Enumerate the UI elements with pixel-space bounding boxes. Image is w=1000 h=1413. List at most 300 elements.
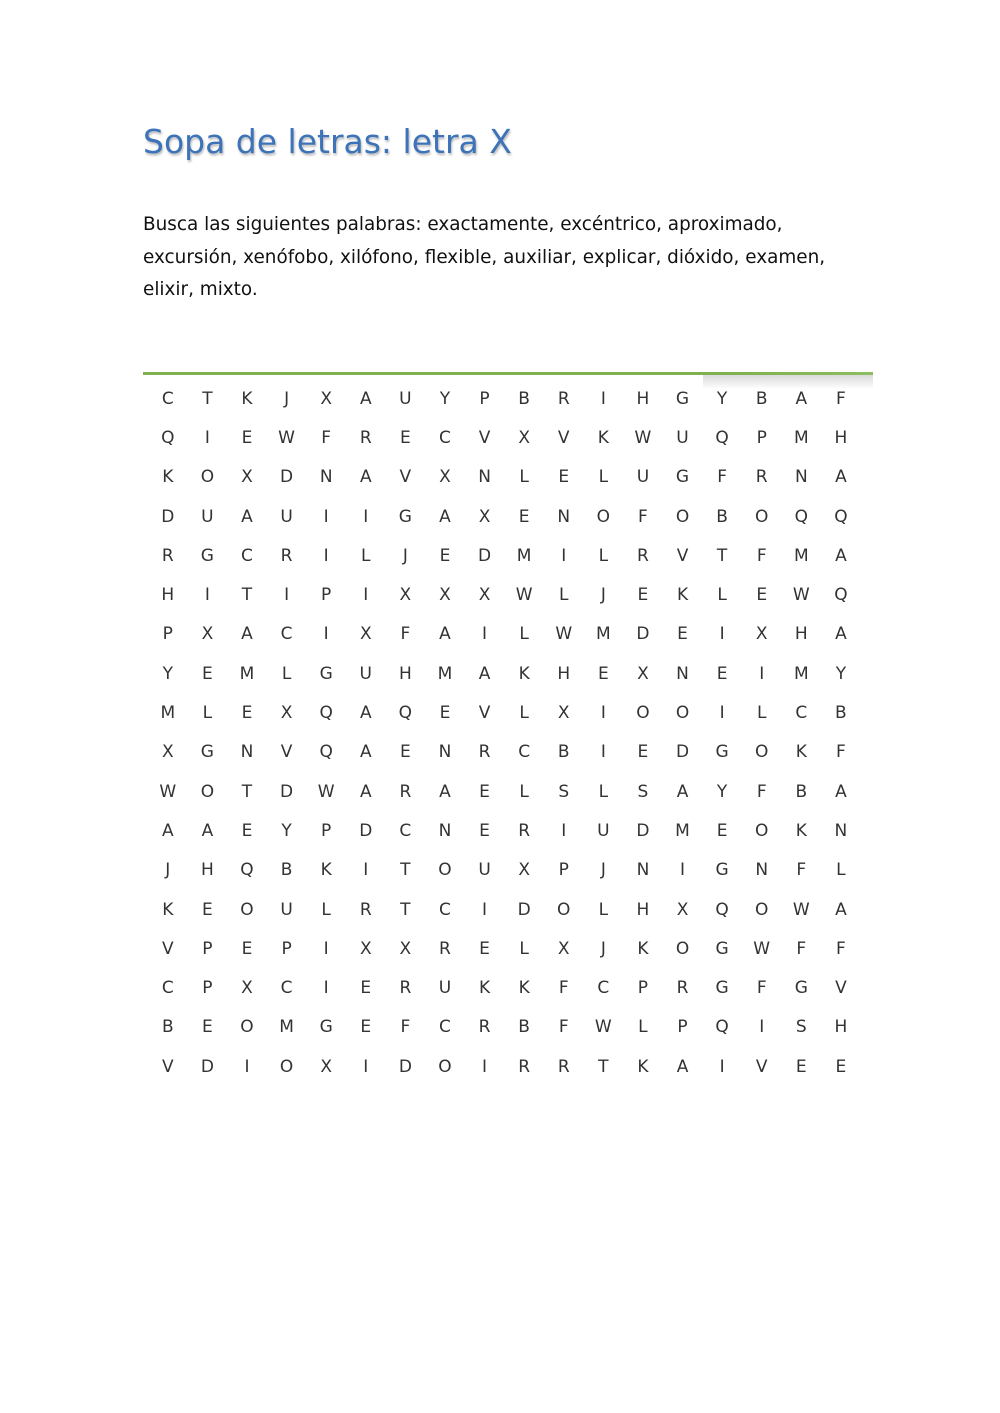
grid-letter: H [398, 663, 412, 684]
grid-letter: D [280, 781, 294, 802]
grid-letter: P [281, 938, 292, 959]
grid-letter: M [793, 663, 809, 684]
grid-letter: D [359, 820, 373, 841]
grid-letter: B [835, 703, 847, 724]
grid-letter: P [202, 938, 213, 959]
grid-letter: I [244, 1056, 250, 1077]
grid-letter: M [595, 624, 611, 645]
grid-letter: V [478, 703, 491, 724]
grid-letter: E [439, 545, 451, 566]
grid-letter: X [557, 938, 570, 959]
grid-letter: U [636, 467, 650, 488]
grid-letter: A [835, 545, 847, 566]
grid-letter: I [204, 427, 210, 448]
grid-letter: O [755, 820, 769, 841]
grid-letter: A [359, 742, 372, 763]
grid-letter: N [676, 663, 689, 684]
grid-letter: G [675, 467, 690, 488]
grid-letter: N [240, 742, 254, 763]
grid-letter: N [834, 820, 848, 841]
grid-letter: R [280, 545, 293, 566]
grid-letter: M [160, 703, 176, 724]
grid-letter: O [675, 703, 690, 724]
grid-letter: V [161, 938, 174, 959]
grid-letter: G [398, 506, 412, 527]
grid-letter: O [279, 1056, 294, 1077]
grid-letter: V [755, 1056, 768, 1077]
grid-letter: F [756, 781, 767, 802]
grid-letter: K [241, 388, 253, 409]
grid-letter: R [399, 978, 412, 999]
grid-letter: X [518, 860, 530, 881]
grid-letter: O [438, 860, 452, 881]
grid-letter: L [519, 781, 529, 802]
grid-letter: F [836, 388, 846, 409]
grid-letter: A [795, 388, 808, 409]
grid-letter: G [715, 978, 729, 999]
grid-letter: R [676, 978, 689, 999]
grid-letter: H [794, 624, 808, 645]
grid-letter: C [439, 427, 451, 448]
grid-letter: X [478, 506, 491, 527]
grid-letter: X [320, 388, 332, 409]
grid-letter: K [162, 899, 174, 920]
grid-letter: I [323, 624, 329, 645]
grid-letter: R [755, 467, 768, 488]
grid-letter: A [161, 820, 174, 841]
grid-letter: G [715, 860, 729, 881]
grid-letter: I [363, 585, 369, 606]
grid-letter: E [835, 1056, 847, 1077]
grid-letter: U [478, 860, 491, 881]
grid-letter: D [517, 899, 531, 920]
grid-letter: G [715, 938, 729, 959]
grid-letter: A [478, 663, 491, 684]
instructions-text: Busca las siguientes palabras: exactamente, excéntrico, aproximado, excursión, xenófobo, xilófono, flexible, auxiliar, explicar, dióxido, examen, elixir, mixto. [143, 214, 826, 300]
grid-letter: F [836, 742, 846, 763]
grid-letter: X [478, 585, 491, 606]
grid-letter: T [241, 585, 253, 606]
grid-letter: Q [715, 1017, 729, 1038]
grid-letter: D [478, 545, 492, 566]
grid-letter: K [518, 978, 530, 999]
grid-letter: E [241, 820, 253, 841]
grid-letter: L [598, 781, 609, 802]
grid-letter: X [320, 1056, 332, 1077]
grid-letter: J [600, 860, 606, 881]
grid-letter: W [634, 427, 652, 448]
grid-letter: Q [319, 703, 333, 724]
grid-letter: X [359, 624, 372, 645]
grid-letter: K [795, 820, 807, 841]
grid-letter: N [794, 467, 808, 488]
grid-letter: Q [715, 899, 729, 920]
grid-letter: I [323, 938, 329, 959]
grid-letter: W [792, 899, 810, 920]
grid-letter: E [241, 427, 253, 448]
grid-letter: X [399, 585, 412, 606]
grid-letter: L [519, 467, 529, 488]
grid-letter: Q [715, 427, 729, 448]
grid-letter: M [437, 663, 453, 684]
grid-letter: L [598, 899, 609, 920]
grid-letter: K [637, 938, 649, 959]
grid-letter: O [675, 506, 690, 527]
grid-letter: X [439, 467, 451, 488]
grid-letter: Y [716, 388, 728, 409]
grid-letter: N [438, 742, 452, 763]
grid-letter: I [363, 1056, 369, 1077]
grid-letter: H [834, 1017, 848, 1038]
grid-letter: X [518, 427, 530, 448]
grid-letter: B [557, 742, 570, 763]
grid-letter: C [399, 820, 412, 841]
grid-letter: I [482, 899, 488, 920]
grid-letter: X [439, 585, 451, 606]
grid-letter: F [796, 860, 807, 881]
grid-letter: B [518, 388, 530, 409]
grid-letter: N [438, 820, 452, 841]
grid-letter: E [399, 427, 411, 448]
grid-letter: D [675, 742, 690, 763]
grid-letter: V [557, 427, 570, 448]
grid-letter: S [795, 1017, 807, 1038]
grid-letter: N [636, 860, 650, 881]
grid-letter: I [600, 388, 606, 409]
grid-letter: F [638, 506, 648, 527]
grid-letter: R [359, 899, 372, 920]
grid-letter: F [558, 1017, 569, 1038]
grid-letter: T [400, 899, 411, 920]
grid-letter: V [399, 467, 412, 488]
grid-letter: O [557, 899, 571, 920]
grid-letter: G [200, 742, 214, 763]
grid-letter: O [200, 467, 215, 488]
grid-letter: Y [162, 663, 173, 684]
grid-letter: L [519, 938, 529, 959]
grid-letter: C [161, 388, 174, 409]
grid-letter: X [557, 703, 570, 724]
grid-letter: A [359, 388, 372, 409]
grid-letter: W [792, 585, 810, 606]
grid-letter: X [161, 742, 174, 763]
grid-letter: J [600, 585, 606, 606]
grid-letter: I [719, 624, 725, 645]
grid-letter: R [557, 388, 570, 409]
grid-letter: X [241, 978, 253, 999]
grid-letter: I [600, 742, 606, 763]
grid-letter: M [675, 820, 690, 841]
grid-letter: L [202, 703, 213, 724]
grid-letter: K [795, 742, 807, 763]
grid-letter: E [360, 978, 372, 999]
grid-letter: R [439, 938, 451, 959]
grid-letter: T [400, 860, 411, 881]
grid-letter: U [597, 820, 610, 841]
grid-letter: O [596, 506, 611, 527]
grid-letter: P [479, 388, 490, 409]
grid-letter: G [319, 1017, 333, 1038]
grid-letter: L [598, 545, 609, 566]
grid-letter: H [200, 860, 214, 881]
grid-letter: I [759, 1017, 765, 1038]
grid-letter: O [240, 899, 254, 920]
grid-letter: N [557, 506, 571, 527]
grid-letter: X [359, 938, 372, 959]
word-search-grid [148, 379, 861, 1086]
grid-letter: X [755, 624, 768, 645]
grid-letter: M [793, 545, 809, 566]
grid-letter: W [317, 781, 335, 802]
grid-letter: U [280, 506, 293, 527]
grid-letter: I [482, 624, 488, 645]
grid-letter: K [637, 1056, 649, 1077]
grid-letter: D [161, 506, 175, 527]
grid-letter: T [598, 1056, 609, 1077]
grid-letter: D [280, 467, 294, 488]
grid-letter: K [320, 860, 332, 881]
grid-letter: E [202, 1017, 213, 1038]
grid-letter: C [439, 1017, 451, 1038]
grid-letter: T [241, 781, 253, 802]
grid-letter: R [557, 1056, 570, 1077]
grid-letter: P [756, 427, 767, 448]
grid-letter: C [280, 624, 293, 645]
grid-letter: E [637, 742, 649, 763]
grid-letter: O [755, 742, 769, 763]
grid-letter: E [756, 585, 768, 606]
grid-letter: M [793, 427, 809, 448]
grid-letter: S [637, 781, 649, 802]
grid-letter: R [399, 781, 412, 802]
grid-letter: Y [281, 820, 292, 841]
grid-letter: V [676, 545, 689, 566]
grid-letter: M [279, 1017, 294, 1038]
grid-letter: O [240, 1017, 254, 1038]
grid-letter: H [636, 388, 650, 409]
grid-letter: I [719, 703, 725, 724]
grid-letter: A [835, 899, 847, 920]
grid-letter: W [753, 938, 771, 959]
grid-letter: J [402, 545, 408, 566]
grid-letter: L [281, 663, 292, 684]
grid-letter: U [359, 663, 372, 684]
grid-letter: U [399, 388, 412, 409]
grid-letter: T [716, 545, 728, 566]
grid-letter: H [557, 663, 571, 684]
grid-letter: X [637, 663, 649, 684]
grid-letter: O [200, 781, 215, 802]
grid-letter: X [280, 703, 293, 724]
grid-letter: V [835, 978, 847, 999]
grid-letter: I [323, 506, 329, 527]
grid-letter: E [558, 467, 570, 488]
grid-letter: F [756, 545, 767, 566]
grid-letter: O [755, 899, 769, 920]
grid-letter: P [321, 585, 332, 606]
grid-letter: I [759, 663, 765, 684]
grid-letter: V [161, 1056, 174, 1077]
grid-letter: J [165, 860, 171, 881]
grid-letter: D [636, 820, 650, 841]
grid-letter: N [755, 860, 769, 881]
grid-letter: E [241, 703, 253, 724]
grid-letter: C [280, 978, 293, 999]
grid-letter: U [280, 899, 293, 920]
grid-letter: G [715, 742, 729, 763]
grid-letter: V [478, 427, 491, 448]
grid-letter: A [241, 624, 253, 645]
grid-letter: A [359, 781, 372, 802]
grid-letter: E [716, 820, 728, 841]
grid-letter: B [716, 506, 728, 527]
grid-letter: V [280, 742, 293, 763]
grid-letter: K [162, 467, 174, 488]
grid-letter: W [159, 781, 177, 802]
grid-letter: A [835, 624, 847, 645]
grid-letter: U [201, 506, 214, 527]
grid-letter: P [677, 1017, 688, 1038]
grid-letter: P [162, 624, 173, 645]
grid-letter: I [363, 506, 369, 527]
grid-letter: I [284, 585, 290, 606]
grid-letter: J [600, 938, 606, 959]
grid-letter: E [677, 624, 688, 645]
grid-letter: Q [834, 585, 848, 606]
grid-letter: A [359, 703, 372, 724]
grid-letter: F [836, 938, 846, 959]
grid-letter: U [676, 427, 689, 448]
grid-letter: A [439, 506, 451, 527]
grid-letter: G [794, 978, 808, 999]
grid-letter: P [321, 820, 332, 841]
grid-letter: D [200, 1056, 214, 1077]
grid-letter: I [600, 703, 606, 724]
grid-letter: Y [439, 388, 451, 409]
grid-letter: G [675, 388, 690, 409]
grid-letter: E [241, 938, 253, 959]
grid-letter: I [561, 820, 567, 841]
grid-letter: Y [716, 781, 728, 802]
grid-letter: O [755, 506, 769, 527]
grid-letter: Y [835, 663, 847, 684]
grid-letter: I [680, 860, 686, 881]
grid-letter: Q [319, 742, 333, 763]
grid-letter: M [516, 545, 532, 566]
grid-letter: C [597, 978, 610, 999]
grid-letter: K [478, 978, 491, 999]
header-divider [143, 372, 873, 378]
grid-letter: C [241, 545, 253, 566]
grid-letter: Q [398, 703, 413, 724]
grid-letter: R [359, 427, 372, 448]
grid-letter: I [363, 860, 369, 881]
grid-letter: L [756, 703, 767, 724]
grid-letter: J [284, 388, 290, 409]
grid-letter: C [439, 899, 451, 920]
grid-letter: E [202, 899, 213, 920]
grid-letter: F [400, 624, 411, 645]
grid-letter: A [201, 820, 214, 841]
grid-letter: U [438, 978, 452, 999]
grid-letter: N [478, 467, 491, 488]
grid-letter: M [239, 663, 255, 684]
grid-letter: L [598, 467, 609, 488]
grid-letter: D [398, 1056, 412, 1077]
grid-letter: X [676, 899, 689, 920]
grid-letter: K [597, 427, 609, 448]
grid-letter: E [479, 781, 490, 802]
grid-letter: E [637, 585, 649, 606]
grid-letter: E [716, 663, 728, 684]
grid-letter: E [518, 506, 530, 527]
grid-letter: G [319, 663, 333, 684]
grid-letter: B [518, 1017, 530, 1038]
grid-letter: W [594, 1017, 612, 1038]
grid-letter: B [755, 388, 768, 409]
grid-letter: G [200, 545, 214, 566]
grid-letter: X [241, 467, 253, 488]
grid-letter: E [479, 820, 490, 841]
grid-letter: F [400, 1017, 411, 1038]
grid-letter: A [241, 506, 253, 527]
grid-letter: B [280, 860, 293, 881]
grid-letter: P [637, 978, 649, 999]
grid-letter: C [518, 742, 531, 763]
grid-letter: A [835, 467, 847, 488]
grid-letter: E [795, 1056, 807, 1077]
grid-letter: A [359, 467, 372, 488]
grid-letter: F [756, 978, 767, 999]
grid-letter: X [399, 938, 412, 959]
grid-letter: W [278, 427, 295, 448]
grid-letter: N [319, 467, 333, 488]
grid-letter: H [161, 585, 175, 606]
grid-letter: X [201, 624, 214, 645]
grid-letter: B [161, 1017, 174, 1038]
grid-letter: L [717, 585, 727, 606]
grid-letter: I [719, 1056, 725, 1077]
grid-letter: L [519, 703, 529, 724]
grid-letter: E [597, 663, 609, 684]
grid-letter: E [202, 663, 213, 684]
grid-letter: I [323, 545, 329, 566]
grid-letter: Q [240, 860, 254, 881]
grid-letter: A [676, 1056, 689, 1077]
grid-letter: I [561, 545, 567, 566]
grid-letter: O [636, 703, 650, 724]
grid-letter: H [834, 427, 848, 448]
grid-letter: R [478, 742, 491, 763]
grid-letter: I [323, 978, 329, 999]
grid-letter: E [360, 1017, 372, 1038]
grid-letter: F [321, 427, 332, 448]
grid-letter: L [361, 545, 371, 566]
grid-letter: A [439, 781, 451, 802]
grid-letter: A [439, 624, 451, 645]
grid-letter: S [558, 781, 570, 802]
grid-letter: W [515, 585, 533, 606]
grid-letter: P [202, 978, 213, 999]
grid-letter: R [637, 545, 649, 566]
grid-letter: K [676, 585, 689, 606]
grid-letter: E [399, 742, 411, 763]
grid-letter: L [836, 860, 846, 881]
grid-letter: I [482, 1056, 488, 1077]
grid-letter: T [202, 388, 213, 409]
grid-letter: F [558, 978, 569, 999]
grid-letter: Q [161, 427, 175, 448]
